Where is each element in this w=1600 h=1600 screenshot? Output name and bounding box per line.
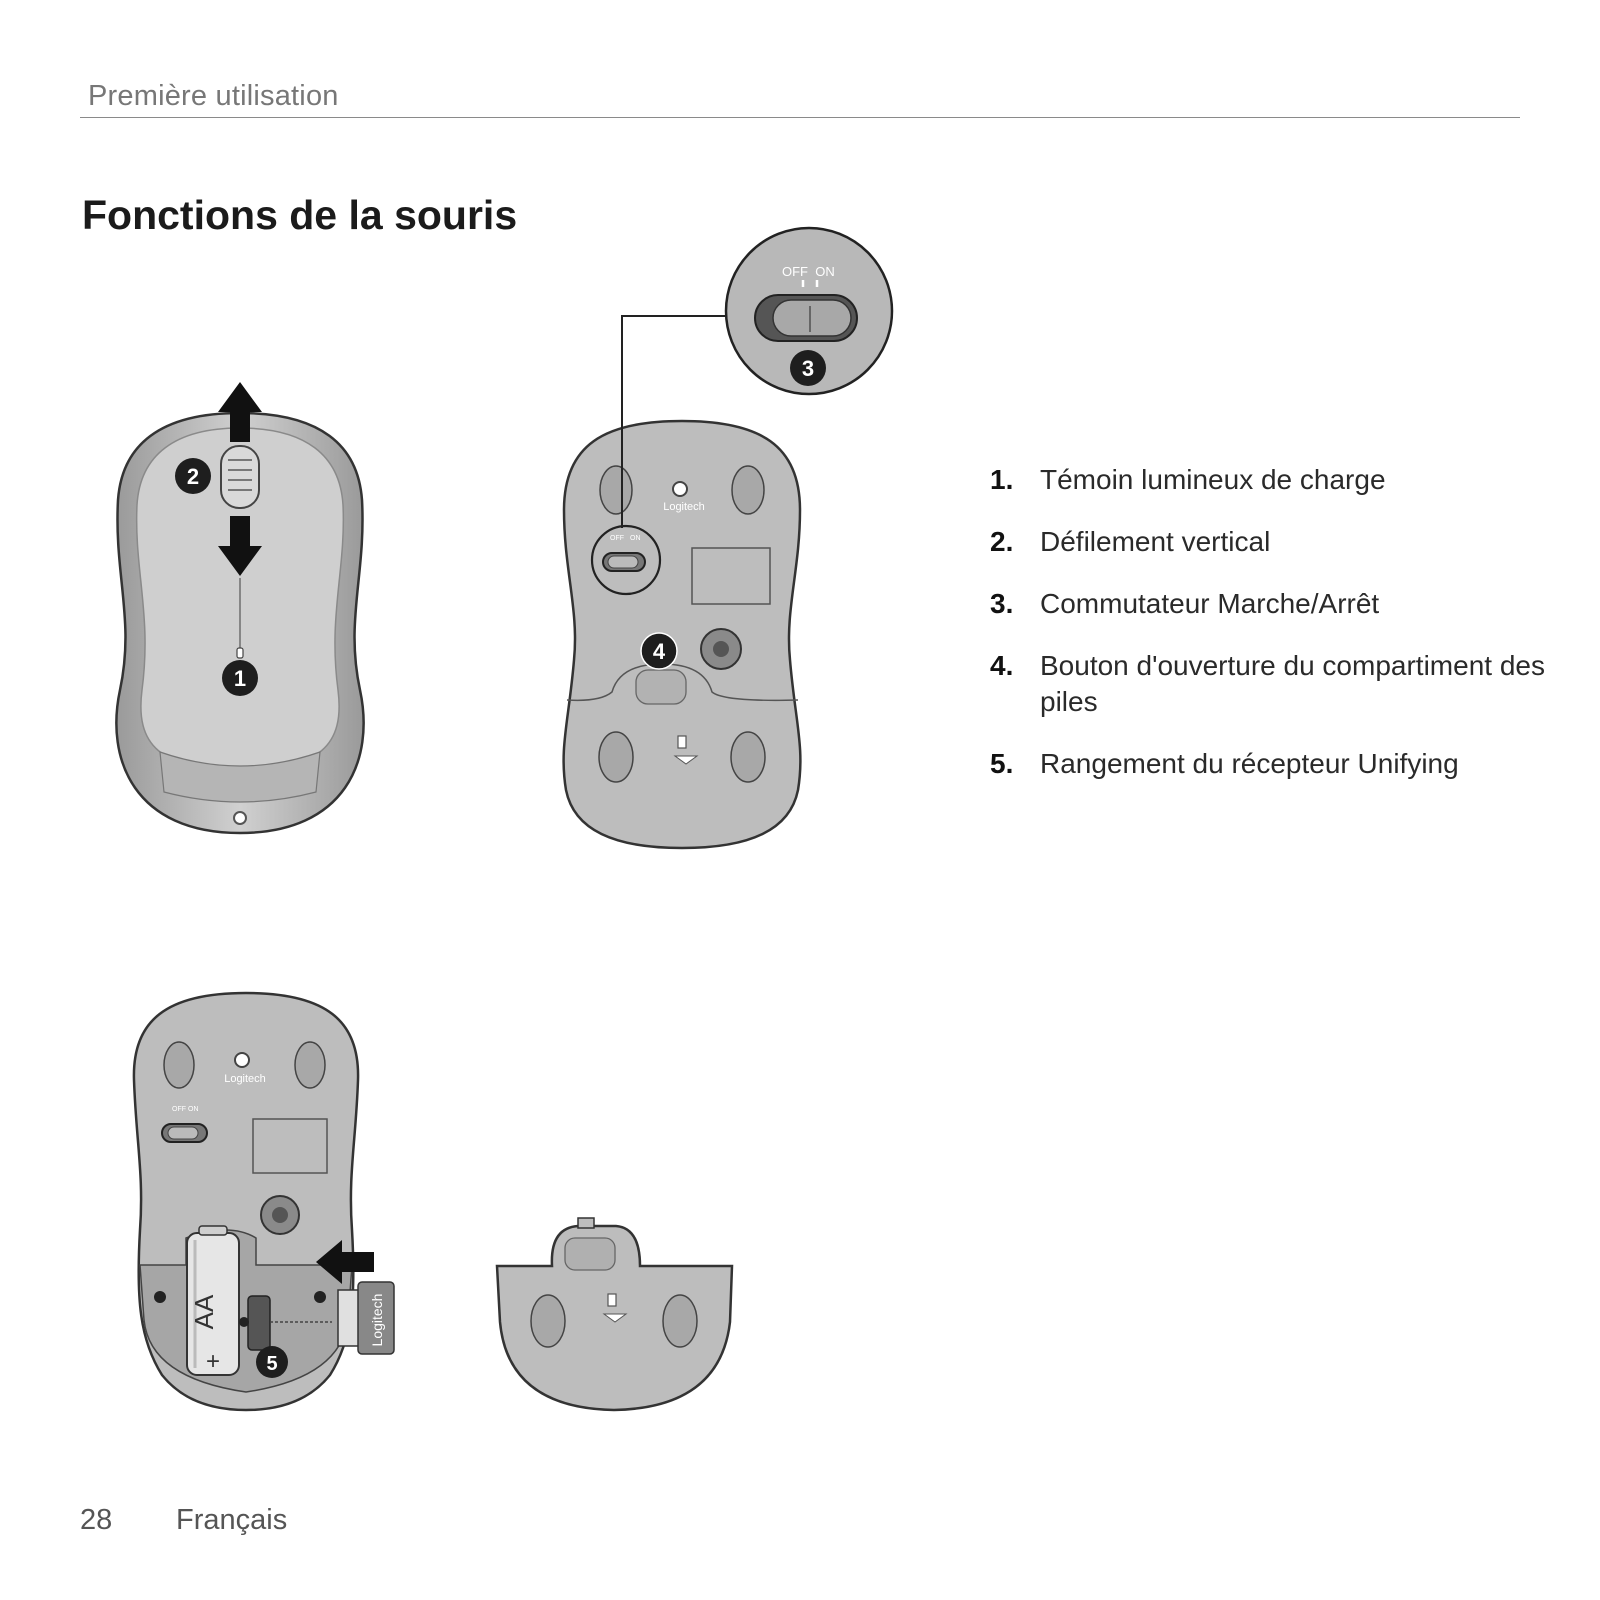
list-item: 3. Commutateur Marche/Arrêt <box>990 588 1380 619</box>
svg-text:3: 3 <box>801 356 815 381</box>
list-item: 2. Défilement vertical <box>990 526 1271 557</box>
svg-text:Logitech: Logitech <box>663 501 705 513</box>
logitech-logo-icon <box>235 1053 249 1067</box>
svg-text:AA: AA <box>189 1294 219 1330</box>
svg-text:1: 1 <box>233 666 247 691</box>
svg-text:+: + <box>205 1348 221 1375</box>
svg-text:OFF: OFF <box>172 1106 186 1113</box>
svg-text:Logitech: Logitech <box>369 1293 385 1347</box>
list-item: 5. Rangement du récepteur Unifying <box>990 748 1459 779</box>
svg-text:OFF: OFF <box>610 535 624 542</box>
svg-text:5: 5 <box>266 1353 278 1375</box>
logitech-logo-icon <box>673 482 687 496</box>
page-title: Fonctions de la souris <box>82 192 518 238</box>
svg-text:OFF: OFF <box>782 264 808 279</box>
mouse-top-view <box>116 382 363 833</box>
svg-text:2: 2 <box>186 464 200 489</box>
svg-text:4: 4 <box>652 639 666 664</box>
footer-language: Français <box>176 1504 288 1536</box>
svg-text:ON: ON <box>815 264 835 279</box>
battery-cover <box>497 1218 732 1410</box>
logitech-logo-icon <box>234 812 246 824</box>
mouse-open-compartment <box>134 993 394 1410</box>
page-number: 28 <box>80 1504 113 1536</box>
list-item: 1. Témoin lumineux de charge <box>990 464 1386 495</box>
list-item: 4. Bouton d'ouverture du compartiment des piles <box>990 650 1545 717</box>
svg-text:ON: ON <box>188 1106 199 1113</box>
svg-text:Logitech: Logitech <box>224 1073 266 1085</box>
switch-zoom <box>726 228 892 394</box>
section-title: Première utilisation <box>88 80 339 112</box>
svg-text:ON: ON <box>630 535 641 542</box>
mouse-bottom-view <box>564 316 801 848</box>
